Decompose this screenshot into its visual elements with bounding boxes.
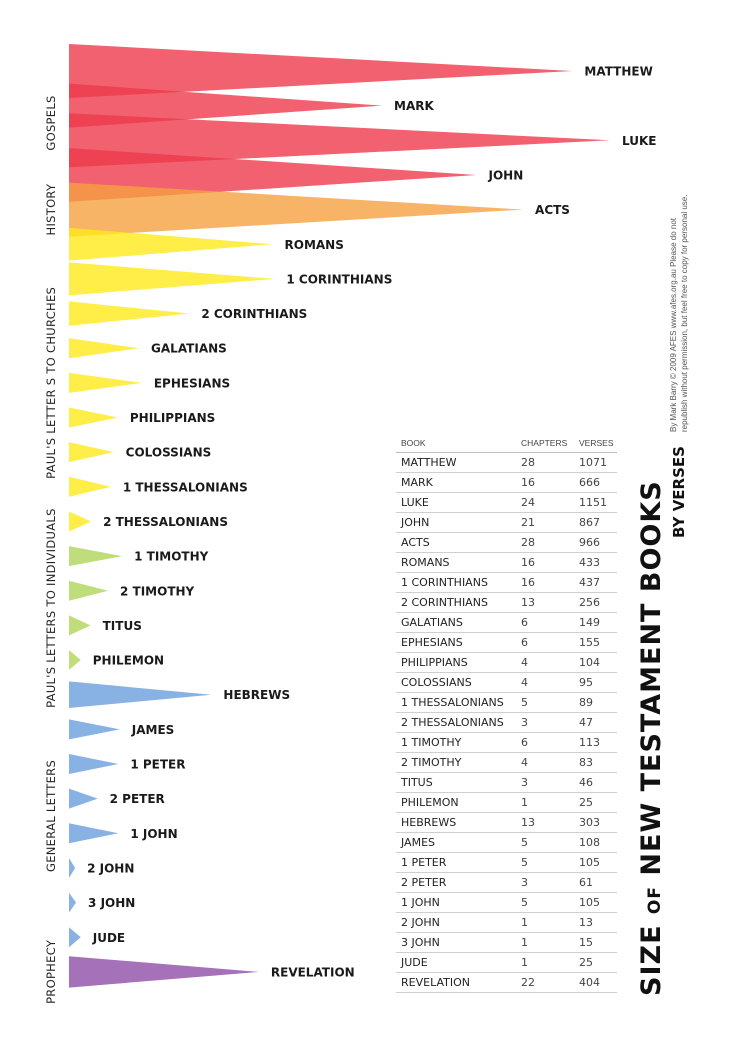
label-revelation: REVELATION [270,965,355,980]
header-chapters: CHAPTERS [516,437,574,453]
table-row [396,913,617,933]
cell-verses: 105 [574,853,617,873]
cell-verses: 303 [574,813,617,833]
cell-verses: 437 [574,573,617,593]
cell-verses: 433 [574,553,617,573]
table-row [396,713,617,733]
cell-chapters: 3 [516,773,574,793]
table-row [396,473,617,493]
table-row [396,633,617,653]
cell-book: ACTS [396,533,516,553]
cell-book: PHILEMON [396,793,516,813]
spike-2-john [69,858,75,878]
spike-2-peter [69,789,98,809]
cell-verses: 89 [574,693,617,713]
cell-chapters: 6 [516,633,574,653]
chart-subtitle [670,428,694,538]
spike-hebrews [69,681,211,708]
spike-romans [69,228,273,261]
cell-chapters: 16 [516,473,574,493]
label-2-timothy: 2 TIMOTHY [120,584,195,599]
category-general-letters: GENERAL LETTERS [44,759,58,873]
table-row [396,553,617,573]
table-row [396,613,617,633]
cell-chapters: 1 [516,793,574,813]
spike-1-john [69,823,118,843]
spike-acts [69,183,523,237]
header-book: BOOK [396,437,516,453]
category-paul-s-letter-s-to-churches: PAUL'S LETTER S TO CHURCHES [44,286,58,479]
label-galatians: GALATIANS [151,341,227,356]
cell-chapters: 4 [516,673,574,693]
table-row [396,453,617,473]
cell-book: COLOSSIANS [396,673,516,693]
label-titus: TITUS [102,618,142,633]
spike-3-john [69,893,76,913]
category-gospels: GOSPELS [44,95,58,151]
spike-2-corinthians [69,301,189,325]
cell-chapters: 13 [516,813,574,833]
cell-chapters: 3 [516,873,574,893]
title-rest: NEW TESTAMENT BOOKS [636,480,667,876]
category-prophecy: PROPHECY [44,939,58,1004]
cell-book: 2 TIMOTHY [396,753,516,773]
cell-verses: 95 [574,673,617,693]
cell-verses: 966 [574,533,617,553]
label-1-corinthians: 1 CORINTHIANS [286,272,393,287]
cell-verses: 108 [574,833,617,853]
table-row [396,793,617,813]
cell-book: MATTHEW [396,453,516,473]
category-labels [44,95,58,1004]
cell-book: 2 JOHN [396,913,516,933]
label-mark: MARK [394,99,434,114]
table-row [396,493,617,513]
cell-chapters: 1 [516,933,574,953]
label-philippians: PHILIPPIANS [129,411,216,425]
spike-2-thessalonians [69,511,91,531]
label-luke: LUKE [622,133,657,148]
cell-verses: 47 [574,713,617,733]
cell-book: 1 TIMOTHY [396,733,516,753]
table-row [396,773,617,793]
book-table [396,437,617,993]
cell-verses: 15 [574,933,617,953]
label-2-john: 2 JOHN [87,861,135,876]
label-1-timothy: 1 TIMOTHY [134,549,209,564]
cell-chapters: 3 [516,713,574,733]
cell-book: TITUS [396,773,516,793]
label-hebrews: HEBREWS [223,688,291,703]
table-header-row [396,437,617,453]
cell-book: JAMES [396,833,516,853]
cell-book: ROMANS [396,553,516,573]
title-of: OF [645,886,665,915]
category-history: HISTORY [44,183,58,236]
subtitle-text: BY VERSES [670,446,688,538]
cell-verses: 1071 [574,453,617,473]
label-jude: JUDE [92,930,126,945]
cell-book: JOHN [396,513,516,533]
table-row [396,513,617,533]
table-row [396,853,617,873]
cell-chapters: 5 [516,853,574,873]
header-verses: VERSES [574,437,617,453]
table-row [396,693,617,713]
table-row [396,573,617,593]
cell-verses: 13 [574,913,617,933]
cell-verses: 61 [574,873,617,893]
cell-verses: 25 [574,793,617,813]
cell-book: 2 CORINTHIANS [396,593,516,613]
cell-book: 3 JOHN [396,933,516,953]
cell-book: 1 JOHN [396,893,516,913]
spike-2-timothy [69,581,108,601]
cell-verses: 149 [574,613,617,633]
spike-revelation [69,956,259,987]
label-acts: ACTS [535,203,570,218]
table-row [396,893,617,913]
cell-book: EPHESIANS [396,633,516,653]
table-row [396,753,617,773]
title-size: SIZE [636,924,667,996]
table-row [396,533,617,553]
label-matthew: MATTHEW [584,64,653,79]
cell-verses: 113 [574,733,617,753]
cell-chapters: 5 [516,833,574,853]
label-john: JOHN [488,168,524,183]
cell-verses: 256 [574,593,617,613]
label-romans: ROMANS [284,237,344,252]
spike-1-thessalonians [69,477,111,497]
spike-ephesians [69,373,142,393]
table-row [396,953,617,973]
table-row [396,933,617,953]
spike-1-corinthians [69,262,274,295]
spike-1-peter [69,754,118,774]
cell-verses: 1151 [574,493,617,513]
cell-verses: 867 [574,513,617,533]
table-row [396,653,617,673]
credit-line-2: republish without permission, but feel free to copy for personal use. [680,194,689,432]
label-1-thessalonians: 1 THESSALONIANS [122,480,248,495]
cell-book: 1 PETER [396,853,516,873]
category-paul-s-letters-to-individuals: PAUL'S LETTERS TO INDIVIDUALS [44,508,58,708]
spike-jude [69,927,81,947]
table-row [396,973,617,993]
table-row [396,833,617,853]
label-philemon: PHILEMON [92,653,165,668]
spike-titus [69,615,91,635]
cell-verses: 155 [574,633,617,653]
cell-book: MARK [396,473,516,493]
cell-verses: 25 [574,953,617,973]
cell-book: REVELATION [396,973,516,993]
label-2-corinthians: 2 CORINTHIANS [201,307,308,322]
label-2-peter: 2 PETER [109,792,165,807]
cell-chapters: 1 [516,953,574,973]
spike-colossians [69,442,114,462]
label-1-peter: 1 PETER [130,757,186,772]
cell-book: 2 THESSALONIANS [396,713,516,733]
cell-book: 2 PETER [396,873,516,893]
cell-verses: 83 [574,753,617,773]
cell-verses: 404 [574,973,617,993]
cell-book: 1 CORINTHIANS [396,573,516,593]
cell-book: 1 THESSALONIANS [396,693,516,713]
table-row [396,593,617,613]
cell-chapters: 5 [516,693,574,713]
cell-book: JUDE [396,953,516,973]
title-main [636,480,667,996]
cell-verses: 105 [574,893,617,913]
label-2-thessalonians: 2 THESSALONIANS [103,514,228,529]
table-row [396,673,617,693]
cell-chapters: 28 [516,453,574,473]
label-colossians: COLOSSIANS [125,445,212,460]
cell-verses: 104 [574,653,617,673]
cell-chapters: 16 [516,553,574,573]
cell-chapters: 1 [516,913,574,933]
credit-line-1: By Mark Barry © 2009 AFES www.afes.org.au Please do not [669,218,678,432]
cell-chapters: 13 [516,593,574,613]
cell-verses: 46 [574,773,617,793]
cell-chapters: 6 [516,613,574,633]
cell-chapters: 4 [516,653,574,673]
table-row [396,873,617,893]
label-1-john: 1 JOHN [130,826,178,841]
cell-chapters: 21 [516,513,574,533]
cell-chapters: 24 [516,493,574,513]
label-3-john: 3 JOHN [88,896,136,911]
cell-chapters: 6 [516,733,574,753]
cell-chapters: 28 [516,533,574,553]
spike-james [69,719,120,739]
cell-verses: 666 [574,473,617,493]
cell-chapters: 5 [516,893,574,913]
cell-book: PHILIPPIANS [396,653,516,673]
spike-galatians [69,338,139,358]
spike-philippians [69,408,118,428]
cell-book: GALATIANS [396,613,516,633]
credit-text [668,172,698,432]
cell-chapters: 22 [516,973,574,993]
cell-chapters: 16 [516,573,574,593]
spike-philemon [69,650,81,670]
label-ephesians: EPHESIANS [153,376,231,391]
spike-1-timothy [69,546,122,566]
cell-book: HEBREWS [396,813,516,833]
cell-book: LUKE [396,493,516,513]
cell-chapters: 4 [516,753,574,773]
table-row [396,813,617,833]
label-james: JAMES [131,722,175,737]
table-row [396,733,617,753]
